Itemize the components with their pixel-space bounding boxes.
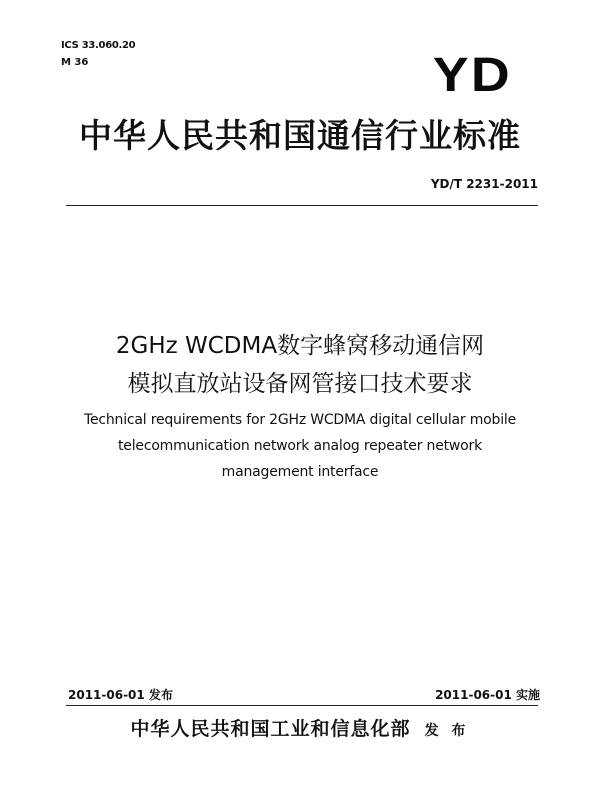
publish-action: 发 布 — [424, 723, 470, 739]
implement-date: 2011-06-01 实施 — [435, 688, 540, 702]
yd-logo-text: YD — [432, 49, 512, 102]
top-divider — [66, 205, 538, 206]
publisher-name: 中华人民共和国工业和信息化部 — [130, 718, 411, 740]
english-title-line-3: management interface — [221, 464, 379, 480]
classification-code: M 36 — [61, 57, 89, 68]
standard-number: YD/T 2231-2011 — [430, 177, 538, 191]
yd-logo — [432, 49, 512, 102]
ics-code: ICS 33.060.20 — [61, 40, 136, 51]
english-title-line-2: telecommunication network analog repeater network — [118, 438, 482, 454]
bottom-divider — [66, 705, 538, 706]
publisher-line — [0, 714, 600, 741]
chinese-title-line-2: 模拟直放站设备网管接口技术要求 — [127, 371, 473, 397]
publish-date: 2011-06-01 发布 — [68, 688, 173, 702]
chinese-title-line-1: 2GHz WCDMA数字蜂窝移动通信网 — [115, 333, 485, 359]
english-title-line-1: Technical requirements for 2GHz WCDMA digital cellular mobile — [83, 412, 517, 428]
main-title: 中华人民共和国通信行业标准 — [79, 116, 521, 155]
